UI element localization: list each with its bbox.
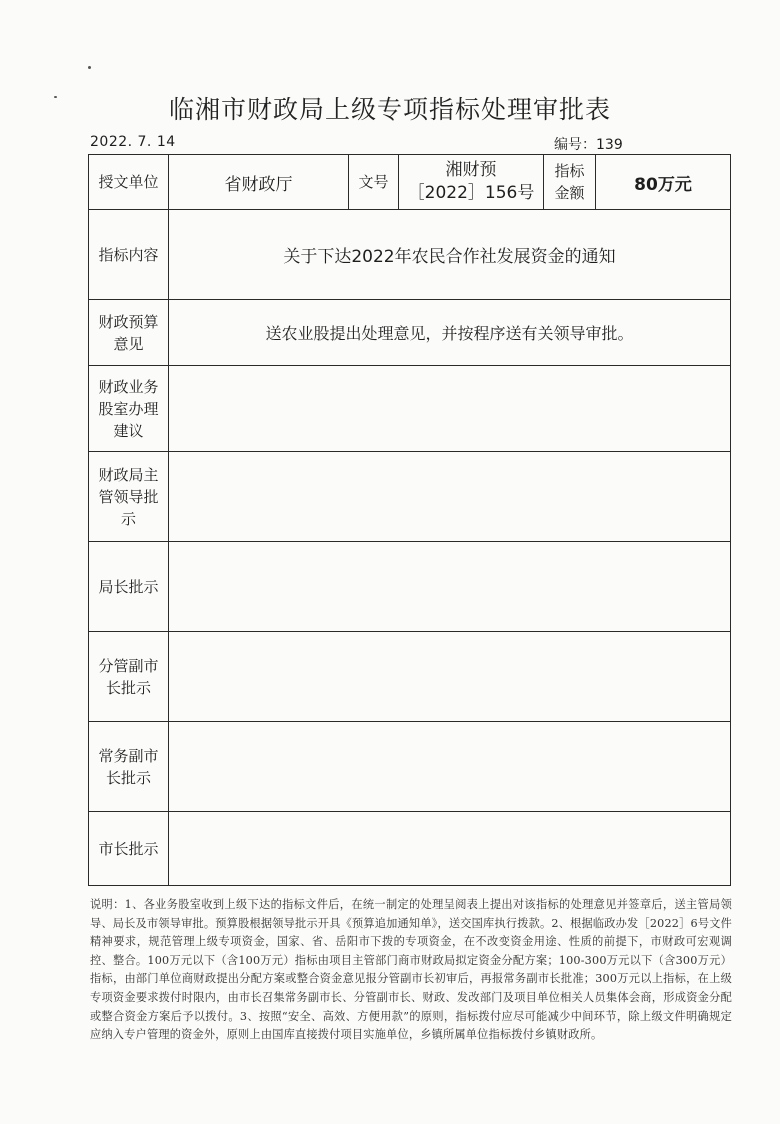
document-number-line2: ［2022］156号 — [407, 183, 535, 203]
form-row-executive-vice-mayor — [89, 722, 731, 812]
bureau-leader-label-line2: 管领导批 — [98, 487, 159, 506]
vice-mayor-label — [89, 632, 169, 722]
document-number-line1: 湘财预 — [445, 160, 497, 180]
form-row-director — [89, 542, 731, 632]
document-number-label: 文号 — [349, 155, 399, 210]
serial-value: 139 — [596, 137, 623, 153]
form-row-mayor — [89, 812, 731, 886]
serial-number — [554, 134, 623, 154]
amount-value: 80万元 — [596, 155, 731, 210]
budget-opinion-value: 送农业股提出处理意见，并按程序送有关领导审批。 — [169, 300, 731, 366]
bureau-leader-field[interactable] — [169, 452, 731, 542]
form-row-vice-mayor — [89, 632, 731, 722]
director-label: 局长批示 — [89, 542, 169, 632]
director-field[interactable] — [169, 542, 731, 632]
business-office-label-line3: 建议 — [113, 421, 144, 440]
form-row-content — [89, 210, 731, 300]
bureau-leader-label — [89, 452, 169, 542]
vice-mayor-label-line2: 长批示 — [105, 678, 151, 697]
indicator-content-label: 指标内容 — [89, 210, 169, 300]
page-title: 临湘市财政局上级专项指标处理审批表 — [168, 95, 611, 124]
issuing-unit-label: 授文单位 — [89, 155, 169, 210]
vice-mayor-field[interactable] — [169, 632, 731, 722]
business-office-label-line1: 财政业务 — [98, 377, 159, 396]
approval-form-table — [88, 154, 731, 886]
amount-label-line1: 指标 — [554, 162, 585, 180]
business-office-label — [89, 366, 169, 452]
serial-label: 编号： — [554, 137, 596, 153]
indicator-content-value: 关于下达2022年农民合作社发展资金的通知 — [169, 210, 731, 300]
business-office-field[interactable] — [169, 366, 731, 452]
form-row-budget — [89, 300, 731, 366]
form-row-source — [89, 155, 731, 210]
amount-label-line2: 金额 — [554, 184, 585, 202]
executive-vice-mayor-label — [89, 722, 169, 812]
bureau-leader-label-line1: 财政局主 — [98, 465, 159, 484]
document-date: 2022. 7. 14 — [90, 134, 176, 150]
executive-vice-mayor-label-line1: 常务副市 — [98, 746, 159, 765]
mayor-label: 市长批示 — [89, 812, 169, 886]
amount-label — [544, 155, 596, 210]
executive-vice-mayor-field[interactable] — [169, 722, 731, 812]
form-row-business — [89, 366, 731, 452]
document-number-value — [399, 155, 544, 210]
bureau-leader-label-line3: 示 — [120, 509, 136, 528]
business-office-label-line2: 股室办理 — [98, 399, 159, 418]
budget-opinion-label-line2: 意见 — [113, 334, 144, 353]
executive-vice-mayor-label-line2: 长批示 — [105, 768, 151, 787]
vice-mayor-label-line1: 分管副市 — [98, 656, 159, 675]
issuing-unit-value: 省财政厅 — [169, 155, 349, 210]
budget-opinion-label-line1: 财政预算 — [98, 312, 159, 331]
instructions-note: 说明：1、各业务股室收到上级下达的指标文件后，在统一制定的处理呈阅表上提出对该指标的处理意见并签章后，送主管局领导、局长及市领导审批。预算股根据领导批示开具《预算追加通知单》，送交国库执行拨款。2、根据临政办发［2022］6号文件精神要求，规范管理上级专项资金，国家、省、岳阳市下拨的专项资金，在不改变资金用途、性质的前提下，市财政可宏观调控、整合。100万元以下（含100万元）指标由项目主管部门商市财政局拟定资金分配方案；100-300万元以下（含300万元）指标，由部门单位商财政提出分配方案或整合资金意见报分管副市长初审后，再报常务副市长批准；300万元以上指标，在上级专项资金要求拨付时限内，由市长召集常务副市长、分管副市长、财政、发改部门及项目单位相关人员集体会商，形成资金分配或整合资金方案后予以拨付。3、按照“安全、高效、方便用款”的原则，指标拨付应尽可能减少中间环节，除上级文件明确规定应纳入专户管理的资金外，原则上由国库直接拨付项目实施单位，乡镇所属单位指标拨付乡镇财政所。 — [90, 898, 732, 1042]
form-row-bureau — [89, 452, 731, 542]
budget-opinion-label — [89, 300, 169, 366]
scan-speck — [88, 66, 91, 69]
mayor-field[interactable] — [169, 812, 731, 886]
